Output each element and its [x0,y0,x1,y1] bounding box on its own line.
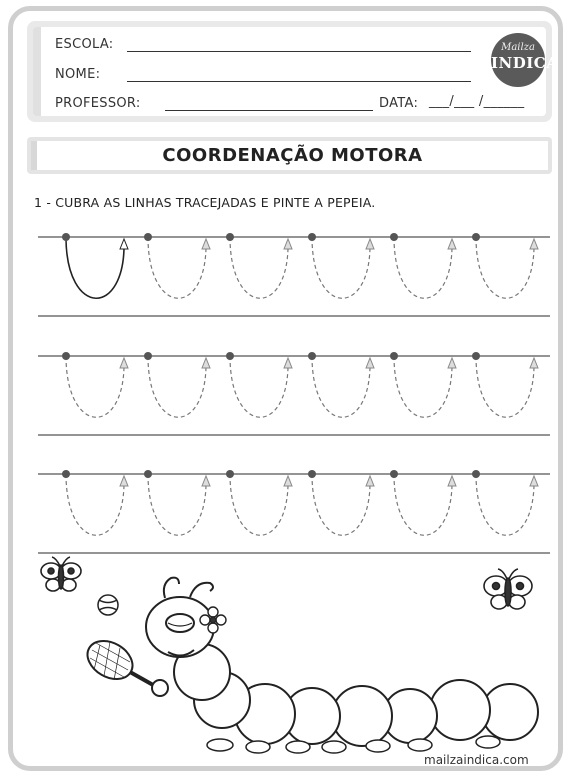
trace-path-solid[interactable] [66,237,124,298]
start-dot [144,352,152,360]
trace-path-dashed[interactable] [394,237,452,298]
arrow-up-icon [448,476,456,486]
date-label: DATA: [379,96,419,111]
start-dot [144,470,152,478]
start-dot [62,352,70,360]
page-title: COORDENAÇÃO MOTORA [31,141,548,170]
caterpillar-illustration [81,578,538,753]
logo-top-text: Mailza [501,42,535,53]
start-dot [308,352,316,360]
tracing-layer [38,233,550,553]
arrow-up-icon [366,239,374,249]
tennis-ball-icon [98,595,118,615]
date-blanks[interactable]: ___/___ /______ [429,94,525,109]
trace-path-dashed[interactable] [476,474,534,535]
start-dot [226,233,234,241]
arrow-up-icon [202,476,210,486]
arrow-up-icon [284,239,292,249]
school-label: ESCOLA: [55,37,114,52]
arrow-up-icon [448,239,456,249]
start-dot [226,352,234,360]
arrow-up-icon [120,239,128,249]
start-dot [308,233,316,241]
trace-path-dashed[interactable] [476,237,534,298]
trace-path-dashed[interactable] [230,237,288,298]
start-dot [62,470,70,478]
start-dot [62,233,70,241]
trace-path-dashed[interactable] [312,237,370,298]
start-dot [226,470,234,478]
arrow-up-icon [530,476,538,486]
start-dot [472,233,480,241]
start-dot [144,233,152,241]
instruction-text: 1 - CUBRA AS LINHAS TRACEJADAS E PINTE A PEPEIA. [34,195,376,210]
arrow-up-icon [530,358,538,368]
trace-path-dashed[interactable] [394,356,452,417]
start-dot [308,470,316,478]
trace-path-dashed[interactable] [312,356,370,417]
name-label: NOME: [55,67,101,82]
trace-path-dashed[interactable] [148,356,206,417]
arrow-up-icon [202,239,210,249]
trace-path-dashed[interactable] [476,356,534,417]
start-dot [472,470,480,478]
trace-path-dashed[interactable] [394,474,452,535]
arrow-up-icon [366,358,374,368]
butterfly-left-icon [41,557,81,591]
trace-path-dashed[interactable] [230,474,288,535]
arrow-up-icon [202,358,210,368]
trace-path-dashed[interactable] [66,474,124,535]
arrow-up-icon [284,476,292,486]
start-dot [390,470,398,478]
arrow-up-icon [284,358,292,368]
footer-website: mailzaindica.com [424,753,529,767]
teacher-label: PROFESSOR: [55,96,141,111]
arrow-up-icon [120,476,128,486]
logo-bottom-text: INDICA [491,54,559,72]
butterfly-right-icon [484,569,532,609]
arrow-up-icon [448,358,456,368]
trace-path-dashed[interactable] [148,474,206,535]
trace-path-dashed[interactable] [312,474,370,535]
trace-path-dashed[interactable] [230,356,288,417]
start-dot [390,352,398,360]
trace-path-dashed[interactable] [66,356,124,417]
trace-path-dashed[interactable] [148,237,206,298]
arrow-up-icon [366,476,374,486]
start-dot [472,352,480,360]
arrow-up-icon [120,358,128,368]
start-dot [390,233,398,241]
arrow-up-icon [530,239,538,249]
